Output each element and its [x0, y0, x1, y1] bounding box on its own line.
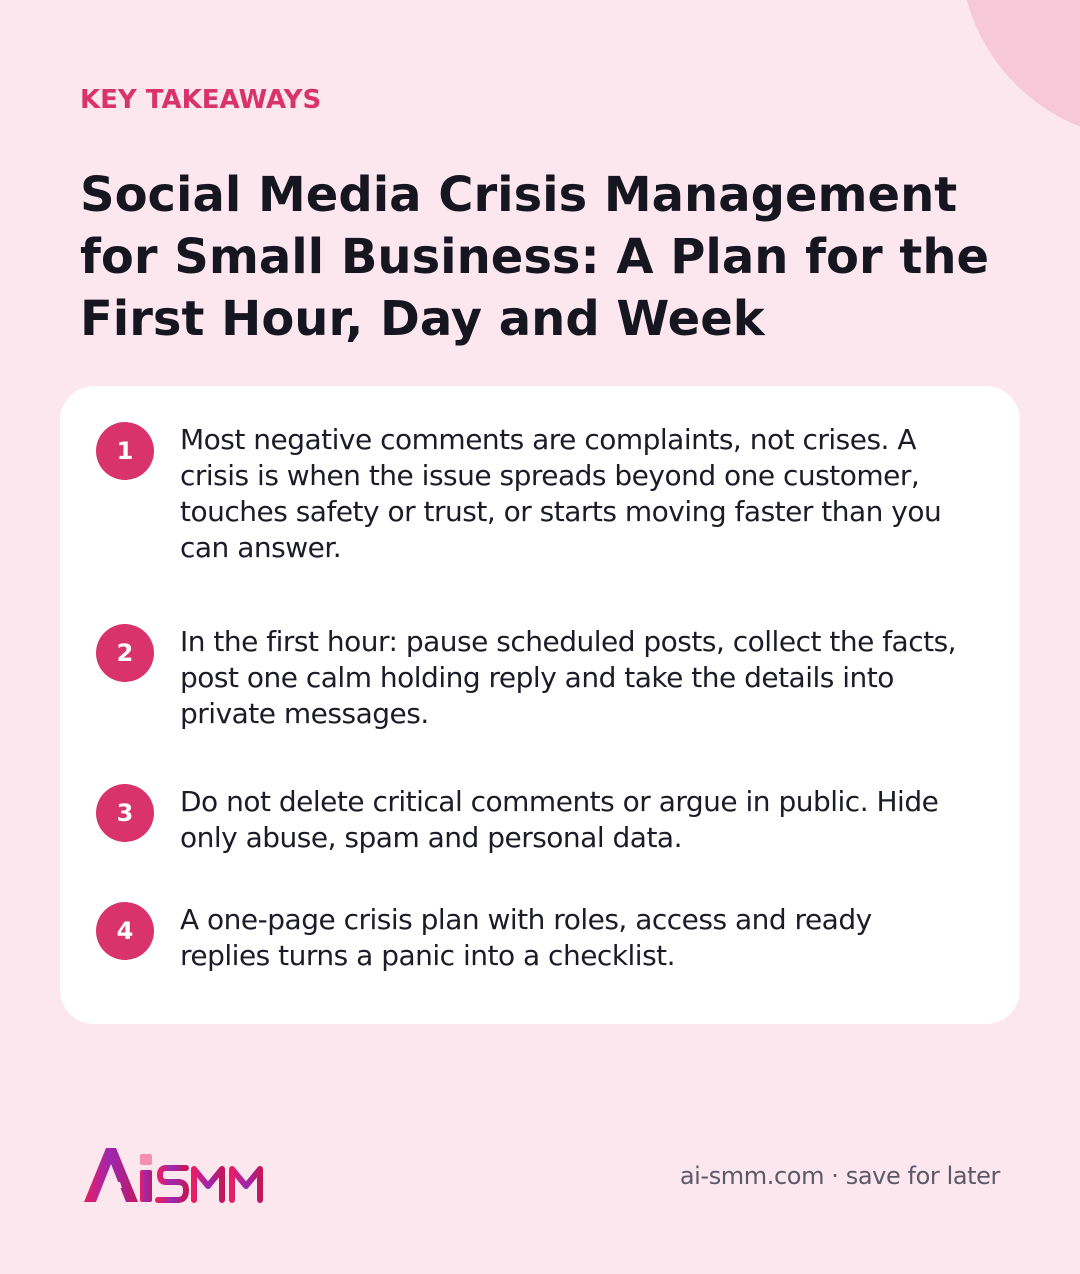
number-badge: 3: [96, 784, 154, 842]
takeaway-text: A one-page crisis plan with roles, access and ready replies turns a panic into a checklist.: [180, 903, 872, 972]
takeaway-text: In the first hour: pause scheduled posts, collect the facts, post one calm holding reply and take the details into private messages.: [180, 625, 957, 730]
number-badge: 2: [96, 624, 154, 682]
footer-tagline: ai-smm.com · save for later: [679, 1162, 1000, 1190]
aismm-logo: [82, 1142, 282, 1212]
decorative-corner-circle: [960, 0, 1080, 140]
takeaways-card: [60, 386, 1020, 1024]
number-badge: 1: [96, 422, 154, 480]
takeaway-text: Most negative comments are complaints, not crises. A crisis is when the issue spreads beyond one customer, touches safety or trust, or starts moving faster than you can answer.: [180, 423, 942, 564]
number-badge: 4: [96, 902, 154, 960]
takeaway-text: Do not delete critical comments or argue in public. Hide only abuse, spam and personal data.: [180, 785, 939, 854]
page-title: Social Media Crisis Management for Small Business: A Plan for the First Hour, Day and Week: [80, 167, 990, 347]
section-eyebrow: KEY TAKEAWAYS: [80, 85, 322, 115]
